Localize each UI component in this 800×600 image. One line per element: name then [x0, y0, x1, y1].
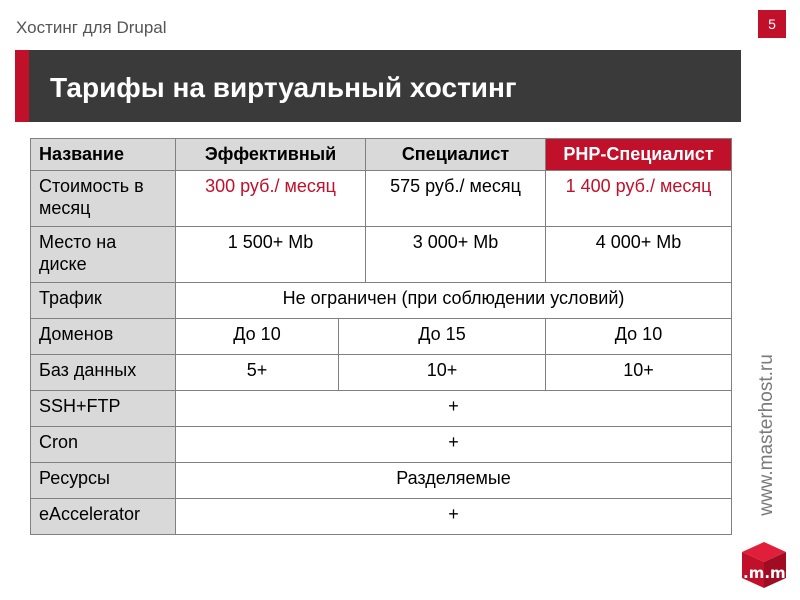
- column-header-effective: Эффективный: [176, 139, 366, 171]
- table-row-disk: [31, 227, 732, 283]
- tariffs-table: [30, 138, 732, 535]
- disk-php-specialist: 4 000+ Mb: [546, 227, 732, 283]
- column-header-specialist: Специалист: [366, 139, 546, 171]
- table-row-price: [31, 171, 732, 227]
- table-row-cron: [31, 427, 732, 463]
- page-number-badge: 5: [758, 10, 786, 38]
- price-effective: 300 руб./ месяц: [176, 171, 366, 227]
- disk-effective: 1 500+ Mb: [176, 227, 366, 283]
- logo-text: .m.m: [743, 564, 786, 582]
- side-website-url-text: www.masterhost.ru: [756, 354, 778, 516]
- column-header-name: Название: [31, 139, 176, 171]
- row-label-cron: Cron: [31, 427, 176, 463]
- side-website-url: [744, 340, 790, 530]
- row-label-disk: Место на диске: [31, 227, 176, 283]
- eaccelerator-value: +: [176, 499, 732, 535]
- databases-effective: 5+: [176, 355, 339, 391]
- table-row-ssh-ftp: [31, 391, 732, 427]
- cron-value: +: [176, 427, 732, 463]
- title-banner-accent: [15, 50, 29, 122]
- domains-php-specialist: До 10: [546, 319, 732, 355]
- column-header-php-specialist: PHP-Специалист: [546, 139, 732, 171]
- table-row-eaccelerator: [31, 499, 732, 535]
- table-header-row: [31, 139, 732, 171]
- masterhost-cube-logo-icon: [738, 538, 790, 590]
- table-row-databases: [31, 355, 732, 391]
- row-label-ssh-ftp: SSH+FTP: [31, 391, 176, 427]
- resources-value: Разделяемые: [176, 463, 732, 499]
- databases-php-specialist: 10+: [546, 355, 732, 391]
- domains-effective: До 10: [176, 319, 339, 355]
- row-label-domains: Доменов: [31, 319, 176, 355]
- table-row-traffic: [31, 283, 732, 319]
- traffic-value: Не ограничен (при соблюдении условий): [176, 283, 732, 319]
- row-label-traffic: Трафик: [31, 283, 176, 319]
- row-label-price: Стоимость в месяц: [31, 171, 176, 227]
- databases-specialist: 10+: [339, 355, 546, 391]
- row-label-eaccelerator: eAccelerator: [31, 499, 176, 535]
- price-specialist: 575 руб./ месяц: [366, 171, 546, 227]
- ssh-ftp-value: +: [176, 391, 732, 427]
- row-label-resources: Ресурсы: [31, 463, 176, 499]
- presentation-title: Хостинг для Drupal: [16, 18, 167, 37]
- slide-title: Тарифы на виртуальный хостинг: [50, 72, 517, 103]
- row-label-databases: Баз данных: [31, 355, 176, 391]
- price-php-specialist: 1 400 руб./ месяц: [546, 171, 732, 227]
- domains-specialist: До 15: [339, 319, 546, 355]
- disk-specialist: 3 000+ Mb: [366, 227, 546, 283]
- table-row-resources: [31, 463, 732, 499]
- table-row-domains: [31, 319, 732, 355]
